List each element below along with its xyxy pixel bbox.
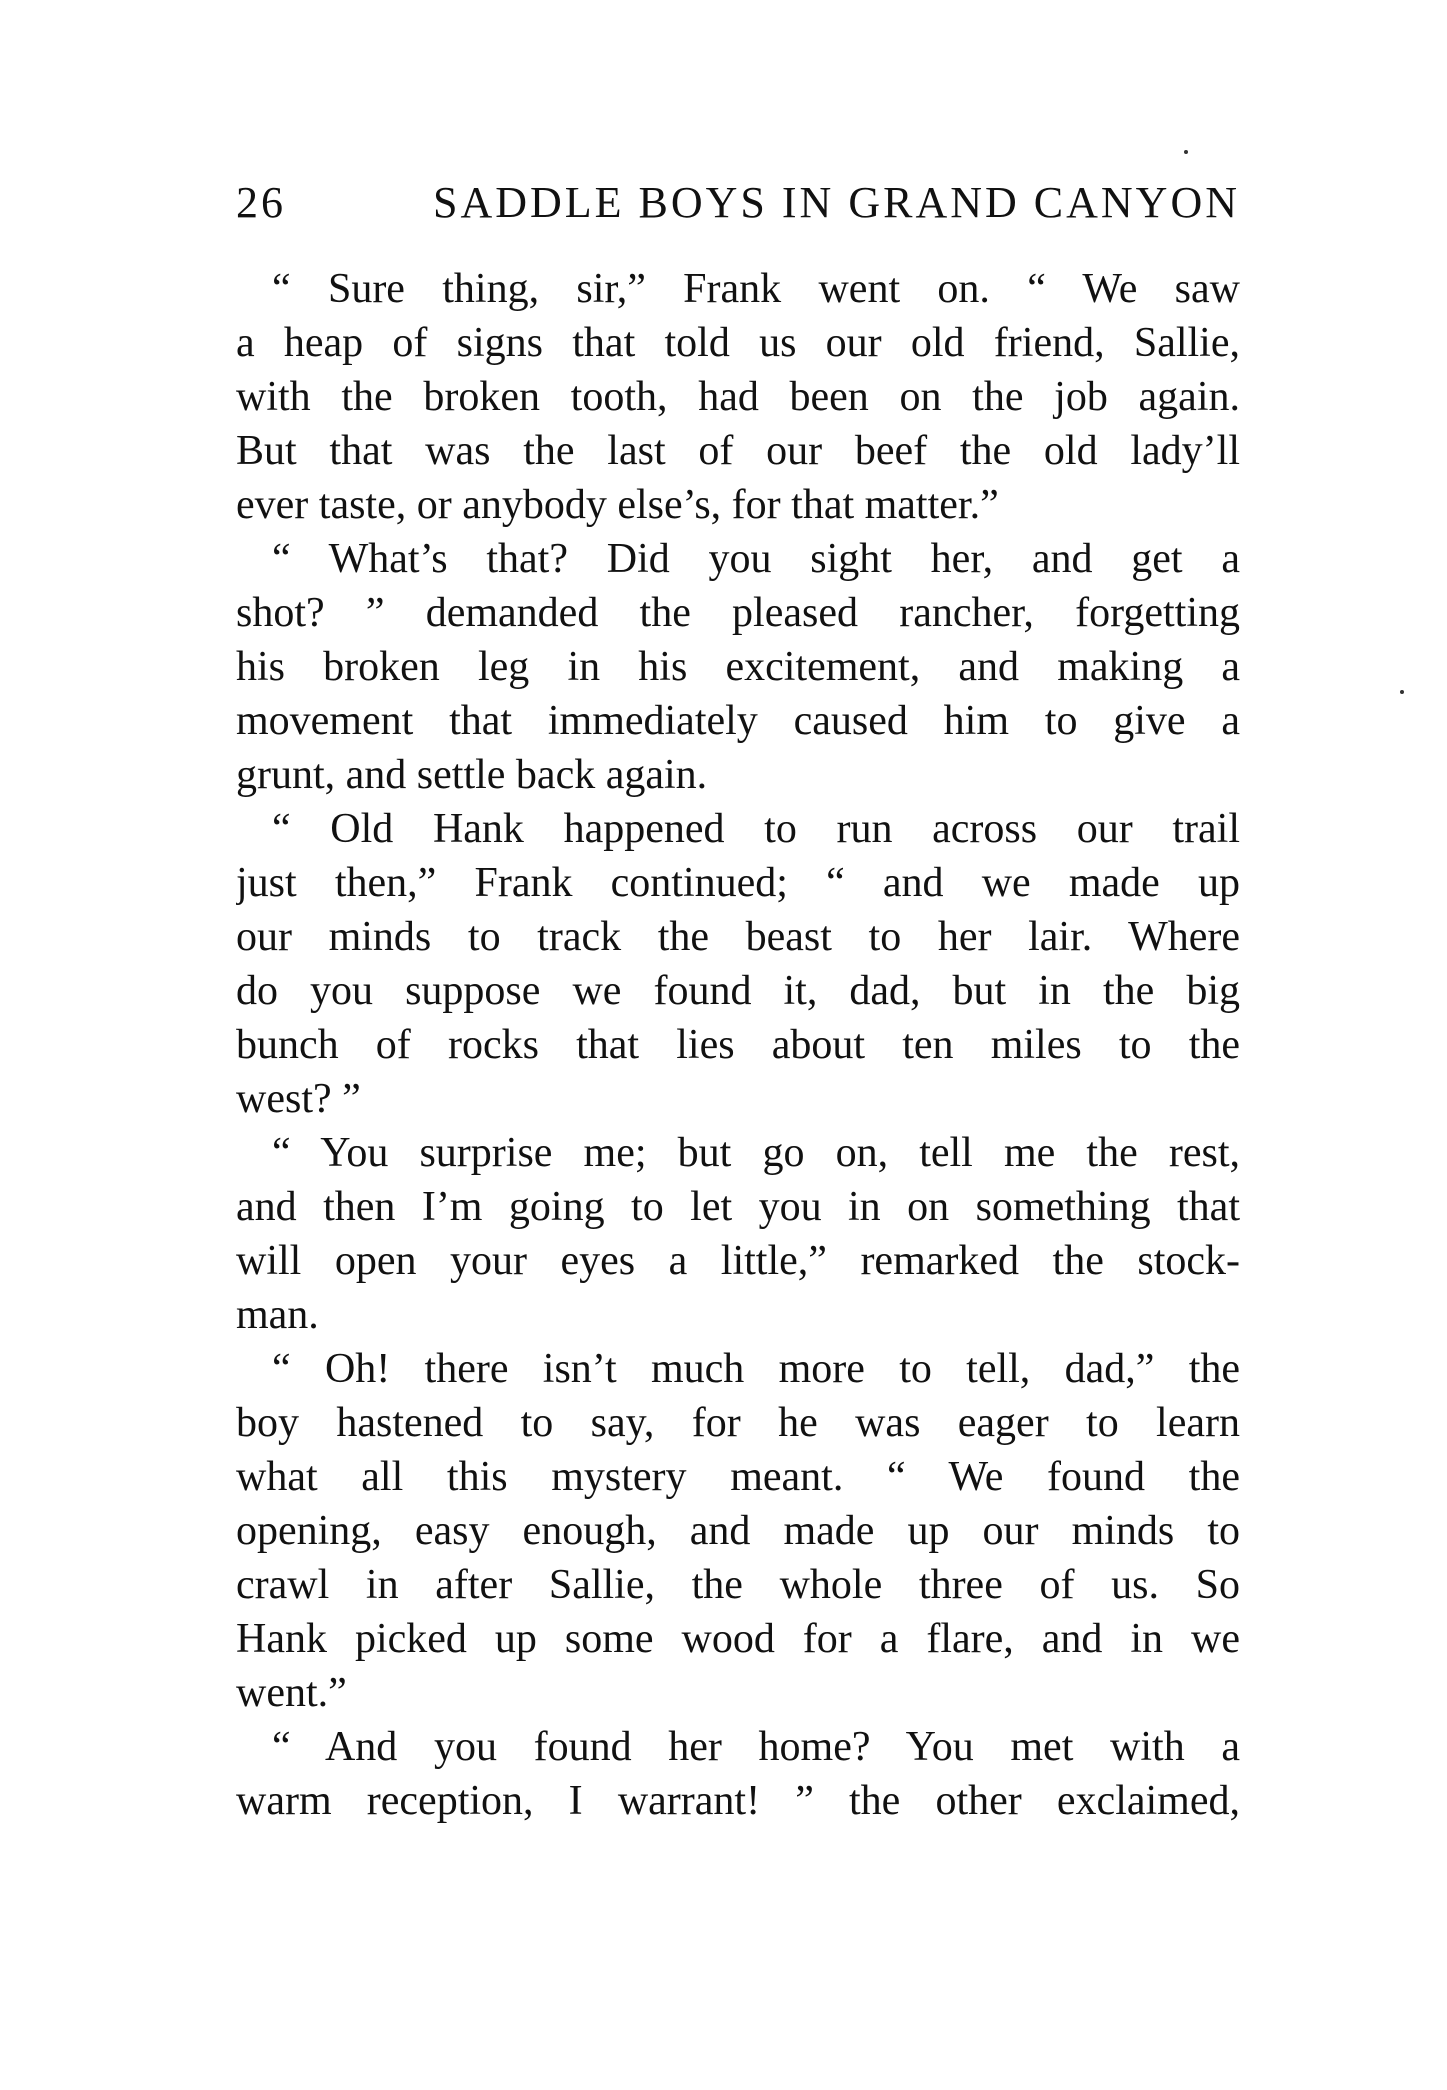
text-line: But that was the last of our beef the old lady’ll — [236, 428, 1240, 474]
text-line: what all this mystery meant. “ We found the — [236, 1454, 1240, 1500]
text-line: “ Sure thing, sir,” Frank went on. “ We saw — [272, 266, 1240, 312]
text-line: “ Old Hank happened to run across our trail — [272, 806, 1240, 852]
text-line: a heap of signs that told us our old friend, Sallie, — [236, 320, 1240, 366]
text-line: crawl in after Sallie, the whole three of us. So — [236, 1562, 1240, 1608]
text-line: warm reception, I warrant! ” the other exclaimed, — [236, 1778, 1240, 1824]
text-line: shot? ” demanded the pleased rancher, forgetting — [236, 590, 1240, 636]
body-text — [236, 262, 1240, 1828]
paper-speck — [1400, 690, 1404, 694]
text-line: man. — [236, 1292, 319, 1338]
running-header — [236, 174, 1240, 232]
text-line: went.” — [236, 1670, 347, 1716]
text-line: our minds to track the beast to her lair. Where — [236, 914, 1240, 960]
text-line: “ You surprise me; but go on, tell me the rest, — [272, 1130, 1240, 1176]
text-line: Hank picked up some wood for a flare, and in we — [236, 1616, 1240, 1662]
text-line: “ And you found her home? You met with a — [272, 1724, 1240, 1770]
paper-speck — [1184, 150, 1188, 154]
page-number: 26 — [236, 178, 286, 227]
text-line: his broken leg in his excitement, and making a — [236, 644, 1240, 690]
text-line: just then,” Frank continued; “ and we made up — [236, 860, 1240, 906]
text-line: do you suppose we found it, dad, but in the big — [236, 968, 1240, 1014]
text-line: will open your eyes a little,” remarked the stock- — [236, 1238, 1240, 1284]
text-line: opening, easy enough, and made up our minds to — [236, 1508, 1240, 1554]
text-line: with the broken tooth, had been on the job again. — [236, 374, 1240, 420]
text-line: grunt, and settle back again. — [236, 752, 708, 798]
running-title: SADDLE BOYS IN GRAND CANYON — [432, 178, 1240, 227]
text-line: movement that immediately caused him to give a — [236, 698, 1240, 744]
text-line: boy hastened to say, for he was eager to learn — [236, 1400, 1240, 1446]
text-line: west? ” — [236, 1076, 361, 1122]
text-line: ever taste, or anybody else’s, for that matter.” — [236, 482, 999, 528]
text-line: bunch of rocks that lies about ten miles to the — [236, 1022, 1240, 1068]
text-line: “ What’s that? Did you sight her, and get a — [272, 536, 1240, 582]
text-line: “ Oh! there isn’t much more to tell, dad,” the — [272, 1346, 1240, 1392]
text-line: and then I’m going to let you in on something that — [236, 1184, 1240, 1230]
